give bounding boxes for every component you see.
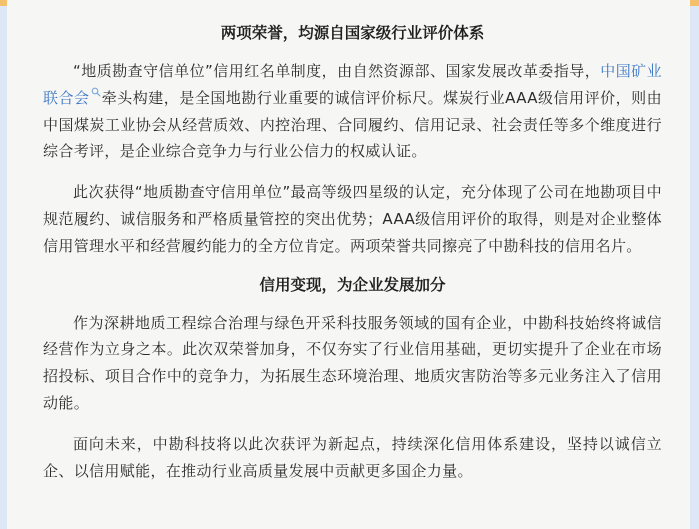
section-heading-honors: 两项荣誉，均源自国家级行业评价体系 xyxy=(220,24,485,42)
china-mining-association-link[interactable]: 中国矿业联合会 xyxy=(43,62,662,107)
paragraph-four-star-recognition: 此次获得“地质勘查守信用单位”最高等级四星级的认定，充分体现了公司在地勘项目中规范履约、诚信服务和严格质量管控的突出优势；AAA级信用评价的取得，则是对企业整体信用管理水平和经营履约能力的全方位肯定。两项荣誉共同擦亮了中勘科技的信用名片。 xyxy=(43,183,662,255)
paragraph-text: 牵头构建，是全国地勘行业重要的诚信评价标尺。煤炭行业AAA级信用评价，则由中国煤炭工业协会从经营质效、内控治理、合同履约、信用记录、社会责任等多个维度进行综合考评，是企业综合竞争力与行业公信力的权威认证。 xyxy=(43,88,662,161)
search-icon[interactable] xyxy=(91,87,101,97)
paragraph-future-outlook: 面向未来，中勘科技将以此次获评为新起点，持续深化信用体系建设，坚持以诚信立企、以信用赋能，在推动行业高质量发展中贡献更多国企力量。 xyxy=(43,434,662,480)
paragraph-state-owned-enterprise: 作为深耕地质工程综合治理与绿色开采科技服务领域的国有企业，中勘科技始终将诚信经营作为立身之本。此次双荣誉加身，不仅夯实了行业信用基础，更切实提升了企业在市场招投标、项目合作中的竞争力，为拓展生态环境治理、地质灾害防治等多元业务注入了信用动能。 xyxy=(43,313,662,412)
article-panel xyxy=(7,0,690,529)
paragraph-text: “地质勘查守信单位”信用红名单制度，由自然资源部、国家发展改革委指导， xyxy=(73,62,601,80)
paragraph-credit-systems xyxy=(43,58,662,165)
section-heading-credit-value: 信用变现，为企业发展加分 xyxy=(259,275,446,294)
